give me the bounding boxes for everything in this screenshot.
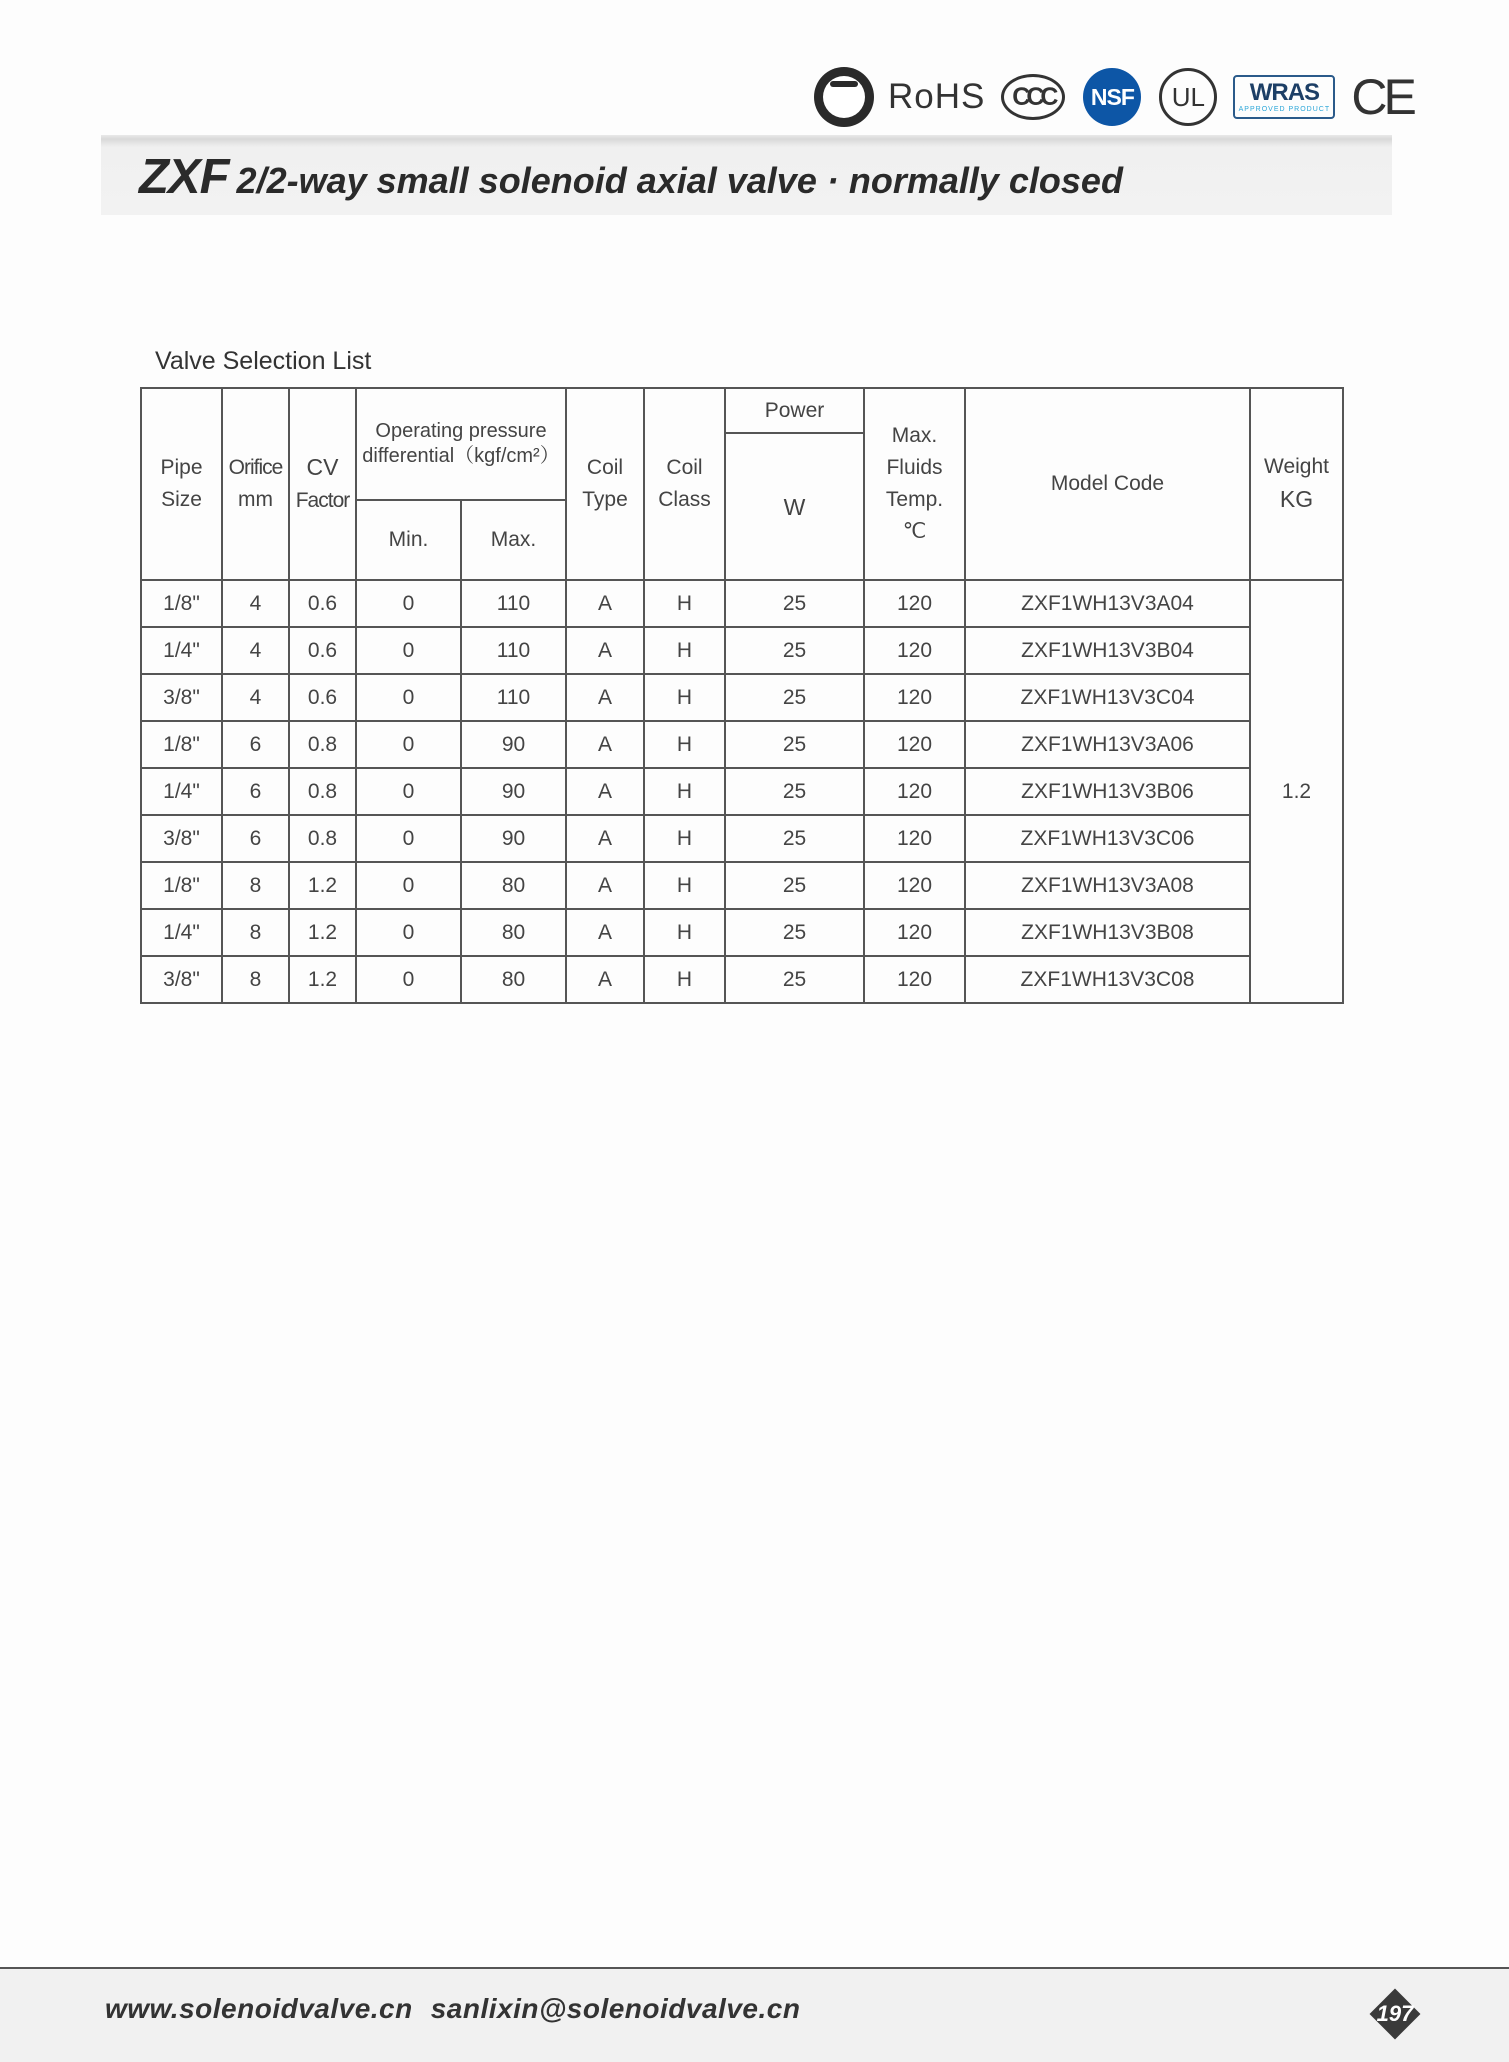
website-link[interactable]: www.solenoidvalve.cn xyxy=(105,1993,413,2024)
header-pipe-size: Pipe Size xyxy=(141,388,222,580)
page-number: 197 xyxy=(1376,2001,1414,2026)
title-banner xyxy=(101,135,1392,215)
footer-contact xyxy=(105,1993,800,2025)
table-row: 1/4" 8 1.2 0 80 A H 25 120 ZXF1WH13V3B08 xyxy=(141,909,1343,956)
page-footer xyxy=(0,1969,1509,2062)
table-row: 1/4" 4 0.6 0 110 A H 25 120 ZXF1WH13V3B04 xyxy=(141,627,1343,674)
ce-mark-logo: CE xyxy=(1351,69,1413,125)
email-link[interactable]: sanlixin@solenoidvalve.cn xyxy=(430,1993,801,2024)
wras-logo: WRAS APPROVED PRODUCT xyxy=(1233,75,1335,119)
table-title: Valve Selection List xyxy=(155,347,372,375)
header-orifice: Orifice mm xyxy=(222,388,289,580)
table-row: 1/4" 6 0.8 0 90 A H 25 120 ZXF1WH13V3B06 xyxy=(141,768,1343,815)
tuv-certification-logo xyxy=(814,67,874,127)
rohs-logo: RoHS xyxy=(888,77,986,116)
table-row: 1/8" 8 1.2 0 80 A H 25 120 ZXF1WH13V3A08 xyxy=(141,862,1343,909)
header-coil-class: Coil Class xyxy=(644,388,725,580)
page-number-badge xyxy=(1370,1989,1420,2039)
certification-logos xyxy=(814,62,1413,132)
table-row: 1/8" 6 0.8 0 90 A H 25 120 ZXF1WH13V3A06 xyxy=(141,721,1343,768)
header-coil-type: Coil Type xyxy=(566,388,644,580)
header-cv-factor: CV Factor xyxy=(289,388,356,580)
header-max: Max. xyxy=(461,500,566,580)
header-power-unit: W xyxy=(725,433,864,580)
table-row: 3/8" 8 1.2 0 80 A H 25 120 ZXF1WH13V3C08 xyxy=(141,956,1343,1003)
ul-logo: UL xyxy=(1159,68,1217,126)
ccc-logo: CCC xyxy=(1001,74,1065,120)
header-max-fluids-temp: Max. Fluids Temp. ℃ xyxy=(864,388,965,580)
table-row: 3/8" 4 0.6 0 110 A H 25 120 ZXF1WH13V3C04 xyxy=(141,674,1343,721)
table-row: 3/8" 6 0.8 0 90 A H 25 120 ZXF1WH13V3C06 xyxy=(141,815,1343,862)
header-model-code: Model Code xyxy=(965,388,1250,580)
nsf-logo: NSF xyxy=(1083,68,1141,126)
header-min: Min. xyxy=(356,500,461,580)
product-title: 2/2-way small solenoid axial valve · normally closed xyxy=(236,160,1123,201)
page-title xyxy=(139,149,1123,205)
header-operating-pressure: Operating pressure differential（kgf/cm²） xyxy=(356,388,566,500)
weight-value: 1.2 xyxy=(1250,580,1343,1003)
valve-selection-table xyxy=(140,387,1344,1004)
brand-name: ZXF xyxy=(139,150,229,204)
table-row: 1/8" 4 0.6 0 110 A H 25 120 ZXF1WH13V3A04 1.2 xyxy=(141,580,1343,627)
header-power: Power xyxy=(725,388,864,433)
header-weight: Weight KG xyxy=(1250,388,1343,580)
